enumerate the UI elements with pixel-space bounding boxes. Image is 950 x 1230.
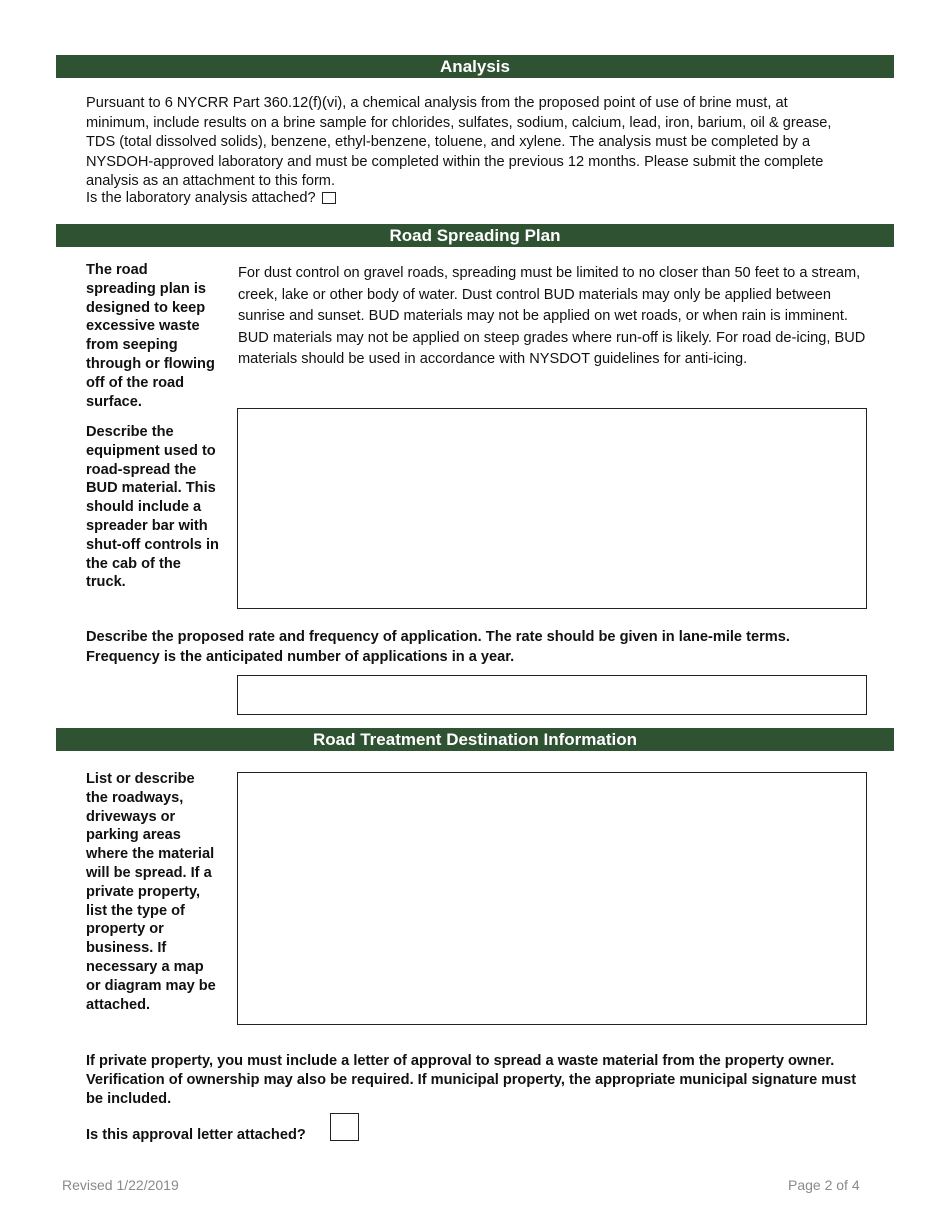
equipment-label: Describe the equipment used to road-spread the BUD material. This should include a spreader bar with shut-off controls in the cab of the truck. bbox=[86, 424, 219, 591]
roadways-label: List or describe the roadways, driveways or parking areas where the material will be spread. If a private property, list the type of property or business. If necessary a map or diagram may be attached. bbox=[86, 771, 216, 1013]
equipment-textarea[interactable] bbox=[237, 408, 867, 609]
analysis-text: Pursuant to 6 NYCRR Part 360.12(f)(vi), a chemical analysis from the proposed point of use of brine must, at minimum, include results on a brine sample for chlorides, sulfates, sodium, calcium, lead, iron, barium, oil & grease, TDS (total dissolved solids), benzene, ethyl-benzene, toluene, and xylene. The analysis must be completed by a NYSDOH-approved laboratory and must be completed within the previous 12 months. Please submit the complete analysis as an attachment to this form. bbox=[86, 95, 832, 190]
lab-analysis-question: Is the laboratory analysis attached? bbox=[86, 190, 316, 206]
lab-analysis-question-row bbox=[86, 189, 486, 209]
spreading-plan-label: The road spreading plan is designed to keep excessive waste from seeping through or flowing off of the road surface. bbox=[86, 262, 215, 410]
approval-letter-question: Is this approval letter attached? bbox=[86, 1127, 306, 1143]
analysis-header: Analysis bbox=[56, 55, 894, 78]
rate-frequency-input[interactable] bbox=[237, 675, 867, 715]
approval-letter-checkbox[interactable] bbox=[330, 1113, 359, 1141]
lab-analysis-checkbox[interactable] bbox=[322, 192, 336, 204]
destination-header: Road Treatment Destination Information bbox=[56, 728, 894, 751]
roadways-textarea[interactable] bbox=[237, 772, 867, 1025]
page-number: Page 2 of 4 bbox=[788, 1177, 860, 1193]
spreading-plan-text: For dust control on gravel roads, spreading must be limited to no closer than 50 feet to a stream, creek, lake or other body of water. Dust control BUD materials may only be applied between sunrise and sunset. BUD materials may not be applied on wet roads, or when rain is imminent. BUD materials may not be applied on steep grades where run-off is likely. For road de-icing, BUD materials should be used in accordance with NYSDOT guidelines for anti-icing. bbox=[238, 265, 866, 368]
rate-frequency-label: Describe the proposed rate and frequency of application. The rate should be given in lane-mile terms. Frequency is the anticipated number of applications in a year. bbox=[86, 629, 790, 665]
road-spreading-header: Road Spreading Plan bbox=[56, 224, 894, 247]
revised-date: Revised 1/22/2019 bbox=[62, 1177, 179, 1193]
private-property-note: If private property, you must include a letter of approval to spread a waste material from the property owner. Verification of ownership may also be required. If municipal property, the appropriate municipal signature must be included. bbox=[86, 1053, 857, 1107]
